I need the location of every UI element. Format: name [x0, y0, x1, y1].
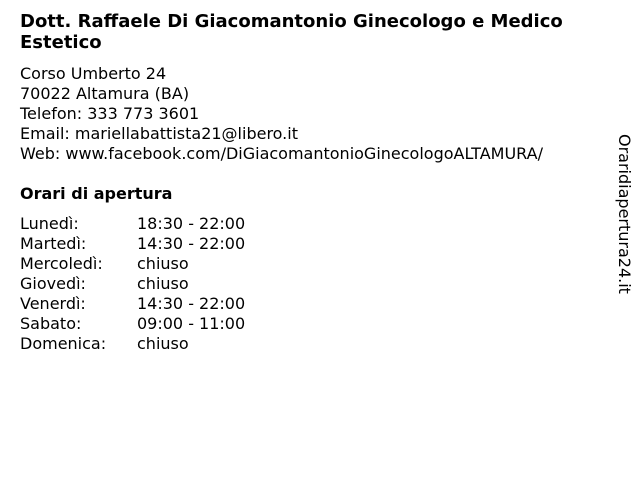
day-label: Domenica:	[20, 334, 107, 353]
hours-row-saturday	[20, 314, 245, 334]
day-hours: 14:30 - 22:00	[137, 234, 246, 253]
city-postcode: 70022 Altamura (BA)	[20, 84, 190, 103]
hours-row-friday	[20, 294, 245, 314]
opening-hours-heading: Orari di apertura	[20, 184, 173, 203]
contact-info	[20, 64, 610, 164]
day-hours: chiuso	[137, 334, 189, 353]
day-hours: chiuso	[137, 254, 189, 273]
day-hours: 14:30 - 22:00	[137, 294, 246, 313]
email-address: Email: mariellabattista21@libero.it	[20, 124, 298, 143]
hours-row-monday	[20, 214, 245, 234]
day-label: Sabato:	[20, 314, 82, 333]
day-label: Mercoledì:	[20, 254, 103, 273]
day-label: Venerdì:	[20, 294, 86, 313]
day-label: Lunedì:	[20, 214, 79, 233]
day-label: Giovedì:	[20, 274, 86, 293]
phone-number: Telefon: 333 773 3601	[20, 104, 200, 123]
day-hours: 18:30 - 22:00	[137, 214, 246, 233]
hours-row-wednesday	[20, 254, 245, 274]
website-url: Web: www.facebook.com/DiGiacomantonioGinecologoALTAMURA/	[20, 144, 543, 163]
day-hours: 09:00 - 11:00	[137, 314, 246, 333]
day-hours: chiuso	[137, 274, 189, 293]
hours-row-sunday	[20, 334, 245, 354]
hours-row-tuesday	[20, 234, 245, 254]
day-label: Martedì:	[20, 234, 87, 253]
street-address: Corso Umberto 24	[20, 64, 167, 83]
site-watermark: Oraridiapertura24.it	[615, 134, 634, 294]
opening-hours-table	[20, 214, 245, 354]
business-title: Dott. Raffaele Di Giacomantonio Ginecologo e Medico Estetico	[20, 11, 563, 53]
hours-row-thursday	[20, 274, 245, 294]
